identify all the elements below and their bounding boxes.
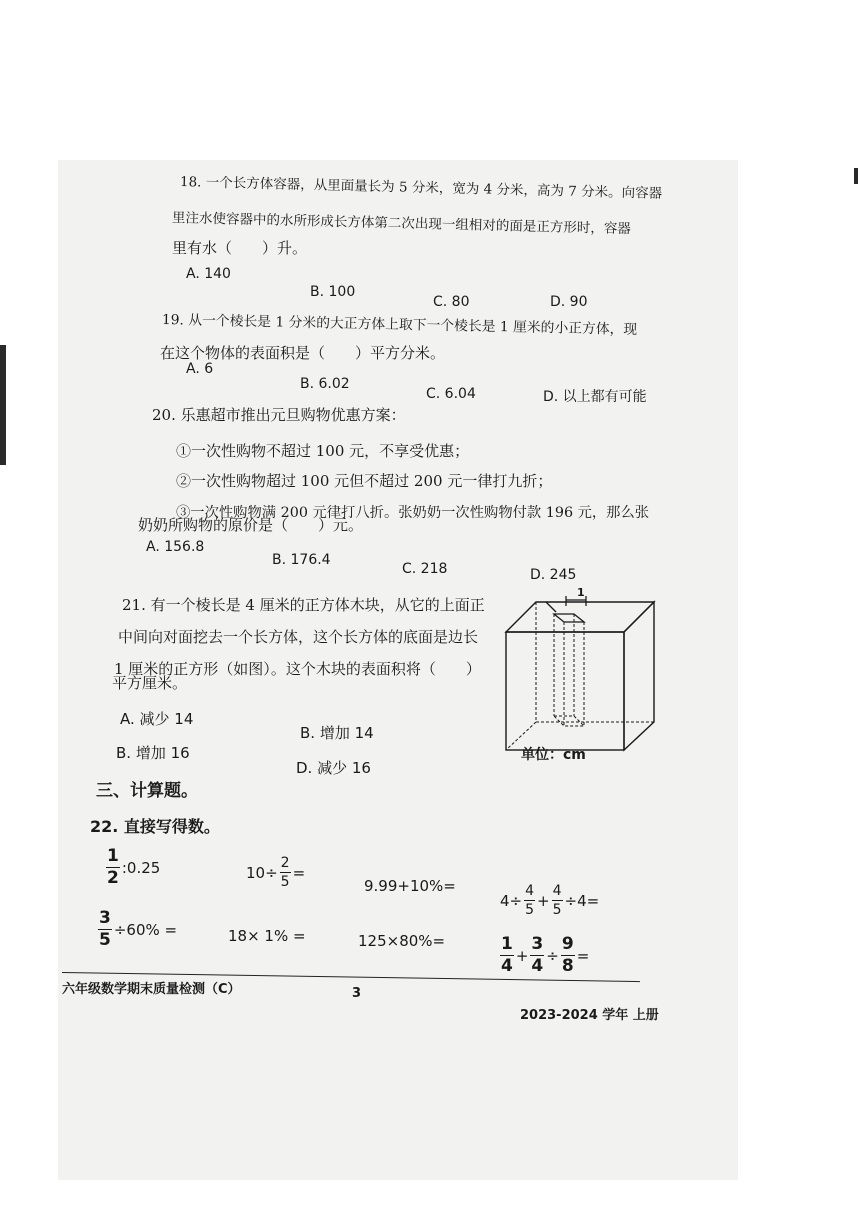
q20-rule1: ①一次性购物不超过 100 元，不享受优惠； [176,442,470,460]
q20-option-b: B. 176.4 [272,552,331,568]
footer-year: 2023-2024 学年 上册 [520,1008,659,1023]
figure-dimension-label: 1 [577,586,585,599]
q20-line5: 奶奶所购物的原价是（ ）元。 [138,516,364,534]
q20-rule3: ③一次性购物满 200 元律打八折。张奶奶一次性购物付款 196 元，那么张 [176,505,650,521]
q18-option-a: A. 140 [186,266,231,282]
footer-exam-name: 六年级数学期末质量检测（C） [62,982,241,997]
hole-top [546,596,586,622]
calc-r1c3: 9.99+10%= [364,877,456,895]
q21-line3: 1 厘米的正方形（如图）。这个木块的表面积将（ ） [114,660,481,678]
q18-line1: 18. 一个长方体容器，从里面量长为 5 分米，宽为 4 分米，高为 7 分米。向容器 [179,174,663,202]
q20-option-c: C. 218 [402,561,448,577]
q20-option-d: D. 245 [530,567,577,583]
q21-line1: 21. 有一个棱长是 4 厘米的正方体木块，从它的上面正 [122,596,485,614]
cube-side-face [624,602,654,750]
q19-line1: 19. 从一个棱长是 1 分米的大正方体上取下一个棱长是 1 厘米的小正方体，现 [161,312,638,338]
calc-r1c2: 10÷ $\frac{2}{5}$ = [246,855,306,890]
calc-r2c1: $\frac{3}{5}$ ÷60% = [99,908,178,950]
cube-front-face [506,632,624,750]
q21-option-b: B. 增加 14 [300,724,374,742]
q19-option-c: C. 6.04 [426,386,476,402]
q19-line2: 在这个物体的表面积是（ ）平方分米。 [160,344,446,362]
section-heading: 三、计算题。 [96,781,198,801]
left-shadow [0,345,6,465]
calc-r2c3: 125×80%= [358,932,446,950]
calc-r2c4: $\frac{1}{4}$ + $\frac{3}{4}$ ÷ $\frac{9}{8}$ = [501,934,590,976]
cube-figure [496,594,666,764]
q18-option-c: C. 80 [433,294,470,310]
q18-line3: 里有水（ ）升。 [172,239,308,257]
q18-option-d: D. 90 [550,294,588,310]
calc-r1c4: 4÷ $\frac{4}{5}$ + $\frac{4}{5}$ ÷4= [500,883,600,918]
q21-option-d: D. 减少 16 [296,759,371,777]
q18-line2: 里注水使容器中的水所形成长方体第二次出现一组相对的面是正方形时，容器 [171,210,632,238]
figure-unit-label: 单位：cm [521,747,586,763]
q21-line4: 平方厘米。 [112,674,188,692]
q22-title: 22. 直接写得数。 [90,817,220,836]
footer-page-number: 3 [352,986,362,1001]
calc-r2c2: 18× 1% = [228,927,306,945]
cube-top-face [506,602,654,632]
q20-rule2: ②一次性购物超过 100 元但不超过 200 元一律打九折； [176,472,553,490]
q19-option-b: B. 6.02 [300,376,350,392]
right-mark [854,168,858,184]
q20-line1: 20. 乐惠超市推出元旦购物优惠方案： [152,406,406,424]
q19-option-d: D. 以上都有可能 [543,389,647,405]
calc-r1c1: $\frac{1}{2}$ :0.25 [107,846,161,888]
q20-option-a: A. 156.8 [146,539,205,555]
q19-option-a: A. 6 [186,361,214,377]
q18-option-b: B. 100 [310,284,356,300]
q21-option-b2: B. 增加 16 [116,744,190,762]
q21-line2: 中间向对面挖去一个长方体，这个长方体的底面是边长 [118,628,479,646]
q21-option-a: A. 减少 14 [120,710,194,728]
